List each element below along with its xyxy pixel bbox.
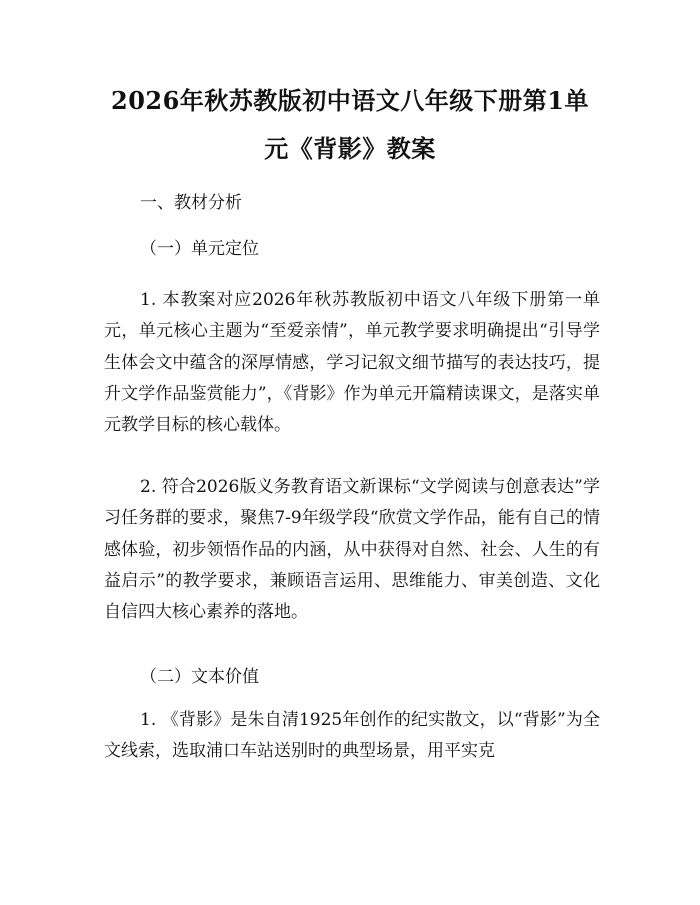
document-title-line-2: 元《背影》教案 [264,134,436,163]
paragraph-text-value-1: 1. 《背影》是朱自清1925年创作的纪实散文，以“背影”为全文线索，选取浦口车站送别时的典型场景，用平实克 [104,710,600,762]
paragraph-unit-positioning-2: 2. 符合2026版义务教育语文新课标“文学阅读与创意表达”学习任务群的要求，聚焦7-9年级学段“欣赏文学作品，能有自己的情感体验，初步领悟作品的内涵，从中获得对自然、社会、人生的有益启示”的教学要求，兼顾语言运用、思维能力、审美创造、文化自信四大核心素养的落地。 [104,477,600,623]
paragraph-unit-positioning-1: 1. 本教案对应2026年秋苏教版初中语文八年级下册第一单元，单元核心主题为“至爱亲情”，单元教学要求明确提出“引导学生体会文中蕴含的深厚情感，学习记叙文细节描写的表达技巧，提升文学作品鉴赏能力”，《背影》作为单元开篇精读课文，是落实单元教学目标的核心载体。 [104,290,600,436]
subsection-heading-unit-positioning: （一）单元定位 [140,239,259,259]
section-heading-teaching-material-analysis: 一、教材分析 [140,193,242,213]
document-title-line-1: 2026年秋苏教版初中语文八年级下册第1单 [111,86,589,115]
subsection-heading-text-value: （二）文本价值 [140,667,259,687]
